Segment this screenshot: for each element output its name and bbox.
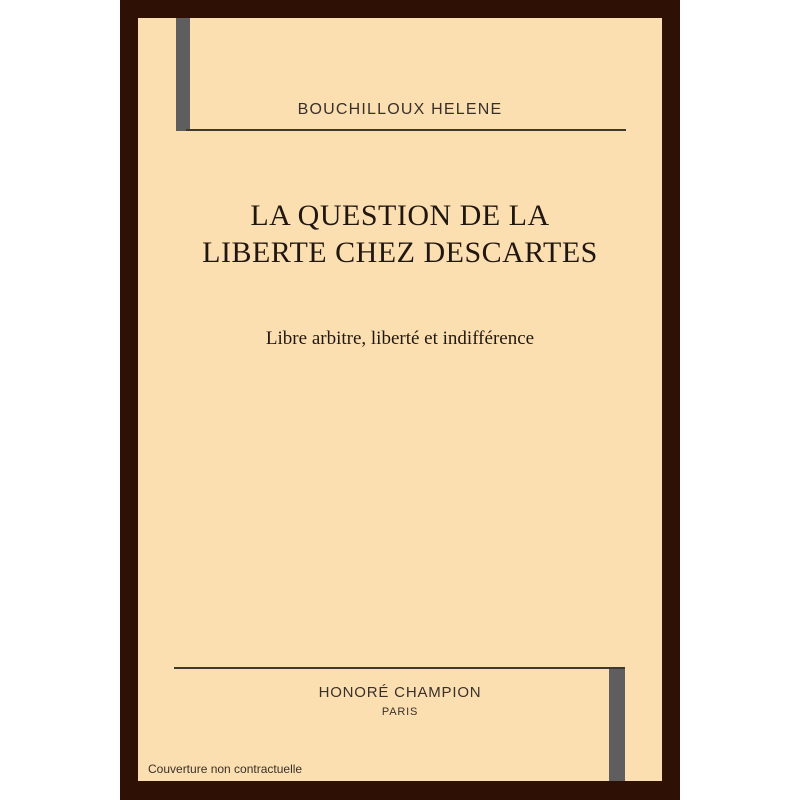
footer-rule	[174, 667, 625, 669]
book-title-line-1: LA QUESTION DE LA	[250, 199, 550, 232]
author-name: BOUCHILLOUX HELENE	[297, 101, 503, 118]
book-title-line-2: LIBERTE CHEZ DESCARTES	[202, 236, 598, 269]
publisher-name: HONORÉ CHAMPION	[318, 684, 482, 701]
book-title	[138, 197, 662, 271]
header-rule	[186, 129, 626, 131]
publisher-city: PARIS	[381, 706, 419, 718]
book-subtitle: Libre arbitre, liberté et indifférence	[265, 328, 535, 349]
cover-disclaimer: Couverture non contractuelle	[148, 762, 303, 776]
